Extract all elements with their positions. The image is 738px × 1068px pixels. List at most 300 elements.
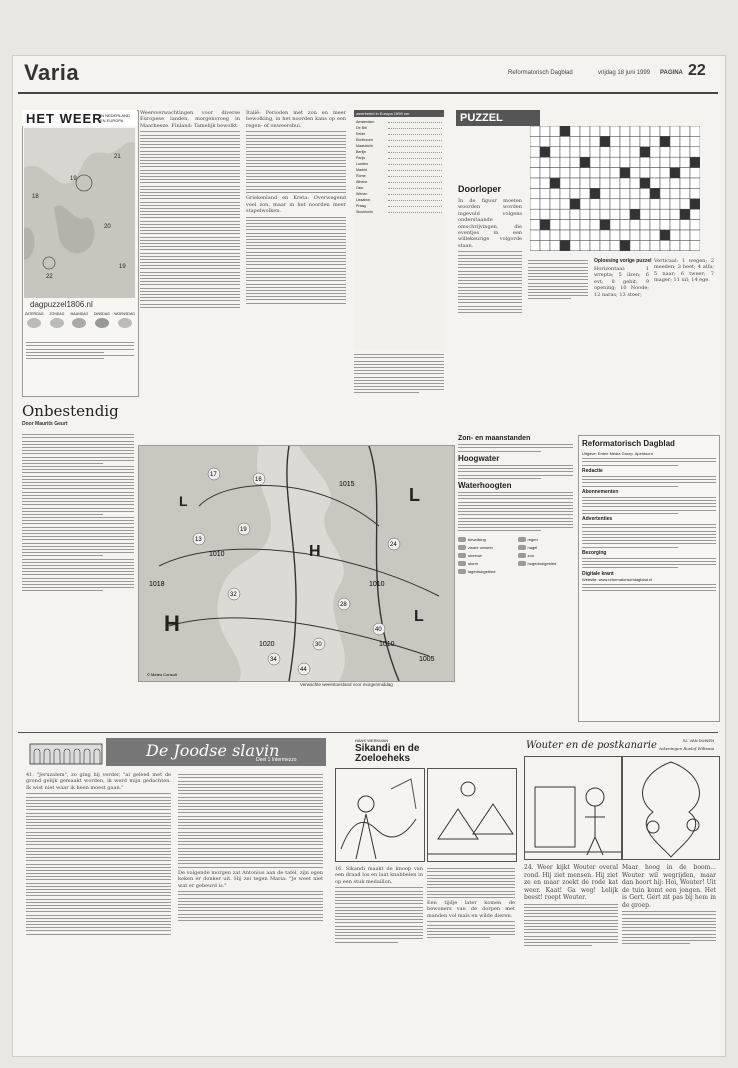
water-levels-title: Waterhoogten (458, 480, 512, 490)
crossword-cell[interactable] (610, 199, 620, 209)
crossword-cell[interactable] (590, 136, 600, 146)
crossword-cell[interactable] (630, 199, 640, 209)
small-map-temp: 20 (104, 224, 111, 230)
crossword-cell[interactable] (620, 199, 630, 209)
crossword-cell[interactable] (560, 220, 570, 230)
weather-banner-text: HET WEER (26, 111, 103, 126)
table-city: Wenen (356, 192, 368, 196)
crossword-block (600, 136, 610, 146)
temp-label: 30 (315, 642, 322, 648)
legend-label: lagedrukgebied (468, 569, 496, 575)
crossword-cell[interactable] (590, 230, 600, 240)
crossword-cell[interactable] (690, 168, 700, 178)
crossword-cell[interactable] (600, 147, 610, 157)
crossword-cell[interactable] (550, 240, 560, 250)
crossword-cell[interactable] (680, 199, 690, 209)
wouter-col-1 (524, 864, 618, 1038)
legend-symbol-icon (518, 561, 526, 566)
crossword-cell[interactable] (530, 240, 540, 250)
crossword-cell[interactable] (530, 147, 540, 157)
weather-column-4 (354, 352, 444, 432)
solution-title: Oplossing vorige puzzel (594, 258, 652, 264)
crossword-cell[interactable] (570, 220, 580, 230)
crossword-cell[interactable] (600, 178, 610, 188)
crossword-cell[interactable] (640, 136, 650, 146)
table-values (388, 191, 442, 195)
crossword-cell[interactable] (540, 157, 550, 167)
temp-label: 19 (240, 527, 247, 533)
comic-panel-svg (428, 769, 516, 861)
crossword-cell[interactable] (550, 188, 560, 198)
crossword-cell[interactable] (690, 178, 700, 188)
legend-item (458, 537, 514, 542)
table-city: Parijs (356, 156, 365, 160)
crossword-cell[interactable] (690, 126, 700, 136)
crossword-cell[interactable] (560, 168, 570, 178)
crossword-cell[interactable] (650, 157, 660, 167)
solution-text-h: Horizontaal: 1 wrepta; 5 ilzen; 6 evt; 8 gebit; 9 opening; 10 Noode; 12 naras; 13 stoer; (594, 266, 649, 298)
colophon-body (579, 458, 719, 591)
crossword-svg[interactable] (530, 126, 700, 251)
crossword-cell[interactable] (580, 168, 590, 178)
pressure-letter: H (164, 611, 180, 636)
crossword-cell[interactable] (660, 188, 670, 198)
crossword-cell[interactable] (690, 220, 700, 230)
puzzle-title: Doorloper (458, 184, 502, 194)
crossword-cell[interactable] (580, 199, 590, 209)
crossword-cell[interactable] (560, 157, 570, 167)
crossword-cell[interactable] (570, 126, 580, 136)
small-map-temp: 19 (119, 264, 126, 270)
forecast-day-label: ZATERDAG (24, 312, 44, 316)
crossword-cell[interactable] (660, 168, 670, 178)
legend-item (518, 545, 574, 550)
crossword-cell[interactable] (570, 157, 580, 167)
crossword-block (590, 188, 600, 198)
small-map-temp: 21 (114, 154, 121, 160)
crossword-cell[interactable] (530, 230, 540, 240)
forecast-day-label: ZONDAG (49, 312, 65, 316)
colophon-subtitle: Uitgave: Erdee Media Groep, Apeldoorn (582, 451, 653, 456)
crossword-cell[interactable] (600, 126, 610, 136)
crossword-cell[interactable] (680, 126, 690, 136)
legend-item (458, 561, 514, 566)
crossword-cell[interactable] (580, 136, 590, 146)
table-city: Praag (356, 204, 366, 208)
crossword-cell[interactable] (570, 240, 580, 250)
map-credit: © Meteo Consult (147, 672, 177, 677)
crossword-cell[interactable] (580, 220, 590, 230)
weather-banner (22, 110, 137, 126)
crossword-cell[interactable] (630, 188, 640, 198)
crossword-cell[interactable] (650, 136, 660, 146)
crossword-cell[interactable] (610, 209, 620, 219)
temp-label: 44 (300, 667, 307, 673)
crossword-cell[interactable] (690, 240, 700, 250)
crossword-cell[interactable] (620, 188, 630, 198)
weather-text: Weersverwachtingen voor diverse Europese landen, morgenvroeg in Maarheeze. Finland: Tamelijk bewolkt. (140, 110, 240, 129)
crossword-cell[interactable] (560, 136, 570, 146)
legend-label: bewolking (468, 537, 486, 543)
weather-legend (458, 537, 573, 574)
crossword-cell[interactable] (590, 199, 600, 209)
crossword-cell[interactable] (530, 168, 540, 178)
pressure-letter: L (414, 608, 424, 625)
legend-item (518, 553, 574, 558)
crossword-cell[interactable] (600, 157, 610, 167)
crossword-cell[interactable] (670, 126, 680, 136)
crossword-block (660, 230, 670, 240)
crossword-cell[interactable] (630, 147, 640, 157)
issue-date: vrijdag 18 juni 1999 (598, 70, 651, 76)
wouter-illustrator: tekeningen Roelof Wiltsma (659, 746, 714, 751)
crossword-cell[interactable] (530, 220, 540, 230)
table-values (388, 197, 442, 201)
isobar-label: 1010 (379, 641, 395, 648)
crossword-cell[interactable] (610, 220, 620, 230)
crossword-cell[interactable] (540, 209, 550, 219)
crossword-cell[interactable] (570, 136, 580, 146)
wouter-text: Maar hoog in de boom... Wouter wil wegrijden, maar dan hoort hij: Hoi, Wouter! Uit de tuin komt een jongen. Het is Gert. Gert zit pas bij hem in de groep. (622, 864, 716, 909)
crossword-cell[interactable] (640, 126, 650, 136)
crossword-cell[interactable] (630, 126, 640, 136)
legend-label: regen (527, 537, 538, 543)
table-rows (354, 117, 444, 217)
crossword-cell[interactable] (660, 199, 670, 209)
crossword-cell[interactable] (530, 178, 540, 188)
table-values (388, 131, 442, 135)
crossword-cell[interactable] (590, 126, 600, 136)
table-values (388, 209, 442, 213)
crossword-cell[interactable] (650, 199, 660, 209)
crossword-cell[interactable] (550, 126, 560, 136)
table-city: Berlijn (356, 150, 366, 154)
crossword-cell[interactable] (620, 126, 630, 136)
crossword-cell[interactable] (580, 147, 590, 157)
legend-label: hagel (527, 545, 538, 551)
crossword-cell[interactable] (580, 240, 590, 250)
crossword-cell[interactable] (630, 220, 640, 230)
crossword-cell[interactable] (670, 230, 680, 240)
crossword-cell[interactable] (650, 178, 660, 188)
crossword-cell[interactable] (550, 157, 560, 167)
crossword-cell[interactable] (660, 209, 670, 219)
colophon-panel (578, 435, 720, 722)
crossword-cell[interactable] (610, 126, 620, 136)
crossword-cell[interactable] (660, 240, 670, 250)
crossword-cell[interactable] (650, 168, 660, 178)
crossword-cell[interactable] (570, 188, 580, 198)
crossword-cell[interactable] (640, 240, 650, 250)
crossword-cell[interactable] (540, 188, 550, 198)
small-map-svg (24, 128, 135, 298)
crossword-cell[interactable] (680, 157, 690, 167)
crossword-cell[interactable] (540, 178, 550, 188)
crossword-cell[interactable] (660, 178, 670, 188)
crossword-cell[interactable] (570, 178, 580, 188)
crossword-cell[interactable] (670, 136, 680, 146)
comic-panel-svg (623, 757, 719, 859)
pressure-letter: L (179, 493, 188, 509)
crossword-cell[interactable] (660, 157, 670, 167)
crossword-cell[interactable] (540, 199, 550, 209)
isobar-label: 1010 (209, 551, 225, 558)
wouter-text: 24. Weer kijkt Wouter overal rond. Hij ziet mensen. Hij ziet ze en maar zoekt de rode kat weer. Kaat! Ga weg! Lelijk beest! roept Wouter. (524, 864, 618, 901)
crossword-cell[interactable] (580, 188, 590, 198)
table-values (388, 161, 442, 165)
crossword-cell[interactable] (610, 157, 620, 167)
crossword-cell[interactable] (560, 199, 570, 209)
pressure-letter: L (409, 485, 420, 505)
crossword-cell[interactable] (600, 188, 610, 198)
legend-label: hogedrukgebied (527, 561, 557, 567)
crossword-block (620, 168, 630, 178)
crossword-cell[interactable] (680, 240, 690, 250)
crossword-cell[interactable] (540, 240, 550, 250)
crossword-cell[interactable] (650, 209, 660, 219)
crossword-cell[interactable] (550, 230, 560, 240)
crossword-cell[interactable] (600, 199, 610, 209)
table-city: Eelde (356, 132, 366, 136)
crossword-grid[interactable] (530, 126, 700, 251)
legend-symbol-icon (458, 545, 466, 550)
crossword-cell[interactable] (610, 188, 620, 198)
crossword-cell[interactable] (560, 147, 570, 157)
crossword-cell[interactable] (550, 168, 560, 178)
crossword-cell[interactable] (540, 168, 550, 178)
crossword-cell[interactable] (570, 209, 580, 219)
crossword-cell[interactable] (610, 240, 620, 250)
isobar-label: 1015 (339, 481, 355, 488)
sikandi-col-2 (427, 866, 515, 1036)
crossword-cell[interactable] (670, 147, 680, 157)
crossword-cell[interactable] (620, 230, 630, 240)
forecast-day-label: MAANDAG (70, 312, 89, 316)
crossword-cell[interactable] (540, 230, 550, 240)
crossword-cell[interactable] (570, 147, 580, 157)
crossword-cell[interactable] (650, 240, 660, 250)
crossword-cell[interactable] (610, 136, 620, 146)
crossword-cell[interactable] (660, 126, 670, 136)
crossword-cell[interactable] (690, 209, 700, 219)
crossword-cell[interactable] (600, 230, 610, 240)
crossword-cell[interactable] (630, 136, 640, 146)
table-city: Rome (356, 174, 366, 178)
sun-cloud-icon (50, 318, 64, 328)
sikandi-strip (335, 738, 515, 1038)
wouter-title: Wouter en de postkanarie (526, 740, 657, 751)
crossword-cell[interactable] (670, 220, 680, 230)
forecast-day (24, 312, 45, 330)
crossword-cell[interactable] (530, 157, 540, 167)
table-values (388, 137, 442, 141)
crossword-cell[interactable] (630, 168, 640, 178)
crossword-cell[interactable] (640, 188, 650, 198)
crossword-cell[interactable] (530, 199, 540, 209)
crossword-cell[interactable] (660, 220, 670, 230)
crossword-cell[interactable] (580, 209, 590, 219)
crossword-cell[interactable] (690, 230, 700, 240)
crossword-cell[interactable] (590, 168, 600, 178)
crossword-cell[interactable] (640, 230, 650, 240)
crossword-cell[interactable] (550, 209, 560, 219)
crossword-cell[interactable] (610, 178, 620, 188)
weather-byline: Door Maurits Geurt (22, 421, 68, 427)
wouter-author: SJ. VAN DUINEN (682, 738, 714, 743)
temp-label: 13 (195, 537, 202, 543)
temp-label: 34 (270, 657, 277, 663)
crossword-cell[interactable] (690, 147, 700, 157)
crossword-cell[interactable] (530, 209, 540, 219)
crossword-cell[interactable] (650, 147, 660, 157)
crossword-cell[interactable] (640, 220, 650, 230)
crossword-cell[interactable] (650, 126, 660, 136)
crossword-cell[interactable] (590, 209, 600, 219)
weather-headline: Onbestendig (22, 402, 119, 420)
crossword-cell[interactable] (640, 199, 650, 209)
table-title: weerbeeld in Europa 1999 om (354, 110, 444, 117)
crossword-block (600, 220, 610, 230)
sun-moon-title: Zon- en maanstanden (458, 435, 531, 442)
wouter-strip (524, 738, 718, 1038)
crossword-cell[interactable] (590, 178, 600, 188)
crossword-cell[interactable] (680, 147, 690, 157)
small-weather-map (24, 128, 135, 298)
crossword-cell[interactable] (640, 157, 650, 167)
crossword-cell[interactable] (530, 126, 540, 136)
crossword-cell[interactable] (590, 220, 600, 230)
weather-url[interactable]: dagpuzzel1806.nl (30, 300, 93, 309)
table-values (388, 155, 442, 159)
crossword-cell[interactable] (640, 209, 650, 219)
colosseum-icon (26, 738, 106, 766)
solution-text-v: Verticaal: 1 wegen; 2 meeden; 3 heet; 4 alfa; 5 naar; 6 tweer; 7 mager; 11 uil; 14 ege. (654, 258, 714, 284)
legend-symbol-icon (458, 561, 466, 566)
crossword-cell[interactable] (650, 220, 660, 230)
crossword-cell[interactable] (680, 230, 690, 240)
crossword-cell[interactable] (660, 147, 670, 157)
crossword-cell[interactable] (530, 188, 540, 198)
legend-item (458, 553, 514, 558)
crossword-cell[interactable] (540, 126, 550, 136)
forecast-day-label: DINSDAG (93, 312, 110, 316)
crossword-cell[interactable] (550, 220, 560, 230)
crossword-cell[interactable] (580, 230, 590, 240)
crossword-cell[interactable] (600, 209, 610, 219)
slavin-text: 41. "Jeruzalem", zo ging hij verder, "al geleed met de grond gelijk gemaakt worden, ik werd mijn gedachten. Ik wist niet waar ik heen moest gaan." (26, 772, 171, 791)
crossword-cell[interactable] (680, 178, 690, 188)
crossword-cell[interactable] (550, 136, 560, 146)
crossword-cell[interactable] (590, 157, 600, 167)
crossword-cell[interactable] (610, 168, 620, 178)
isobar-label: 1010 (369, 581, 385, 588)
crossword-cell[interactable] (560, 188, 570, 198)
crossword-cell[interactable] (680, 188, 690, 198)
sikandi-text: Een tijdje later komen de bewoners van de dorpen met manden vol maïs en wilde dieren. (427, 900, 515, 919)
crossword-cell[interactable] (620, 136, 630, 146)
crossword-cell[interactable] (560, 209, 570, 219)
crossword-cell[interactable] (600, 168, 610, 178)
crossword-cell[interactable] (650, 230, 660, 240)
crossword-cell[interactable] (630, 178, 640, 188)
crossword-cell[interactable] (670, 178, 680, 188)
comic-panel-svg (336, 769, 424, 861)
table-city: Oslo (356, 186, 364, 190)
forecast-day (47, 312, 68, 330)
crossword-cell[interactable] (690, 136, 700, 146)
crossword-cell[interactable] (540, 136, 550, 146)
crossword-cell[interactable] (670, 199, 680, 209)
crossword-cell[interactable] (530, 136, 540, 146)
forecast-days-row (24, 312, 135, 330)
colophon-website[interactable]: Website: www.reformatorischdagblad.nl (582, 576, 653, 582)
slavin-text: De volgende morgen zat Antonius aan de tafel, zijn ogen keken er donker uit. Hij zei tegen Maria: "Je weet niet wat er gebeurd is." (178, 869, 323, 889)
legend-label: storm (468, 561, 478, 567)
crossword-cell[interactable] (560, 178, 570, 188)
crossword-cell[interactable] (550, 147, 560, 157)
crossword-cell[interactable] (630, 157, 640, 167)
crossword-cell[interactable] (560, 230, 570, 240)
crossword-cell[interactable] (670, 188, 680, 198)
table-city: Stockholm (356, 210, 373, 214)
crossword-cell[interactable] (630, 230, 640, 240)
crossword-cell[interactable] (620, 209, 630, 219)
slavin-column-2 (178, 772, 323, 1042)
crossword-cell[interactable] (580, 126, 590, 136)
crossword-cell[interactable] (670, 240, 680, 250)
crossword-cell[interactable] (570, 168, 580, 178)
colophon-section: Advertenties (582, 516, 613, 522)
crossword-cell[interactable] (670, 209, 680, 219)
crossword-cell[interactable] (620, 147, 630, 157)
crossword-cell[interactable] (610, 147, 620, 157)
table-values (388, 125, 442, 129)
crossword-cell[interactable] (620, 178, 630, 188)
table-city: Madrid (356, 168, 367, 172)
crossword-cell[interactable] (570, 230, 580, 240)
table-values (388, 185, 442, 189)
crossword-cell[interactable] (690, 188, 700, 198)
crossword-cell[interactable] (590, 240, 600, 250)
legend-item (518, 537, 574, 542)
forecast-values (26, 340, 134, 361)
crossword-block (630, 209, 640, 219)
crossword-cell[interactable] (600, 240, 610, 250)
crossword-cell[interactable] (670, 157, 680, 167)
temp-label: 16 (255, 477, 262, 483)
sun-water-panel (458, 435, 573, 720)
crossword-cell[interactable] (640, 168, 650, 178)
solution-text-2 (654, 258, 714, 358)
crossword-cell[interactable] (610, 230, 620, 240)
crossword-block (640, 147, 650, 157)
big-weather-map (138, 445, 455, 682)
temp-label: 28 (340, 602, 347, 608)
wouter-col-2 (622, 864, 716, 1038)
colophon-digital: Digitale krant (582, 570, 614, 577)
legend-symbol-icon (458, 553, 466, 558)
crossword-cell[interactable] (550, 199, 560, 209)
crossword-cell[interactable] (620, 220, 630, 230)
crossword-cell[interactable] (680, 136, 690, 146)
crossword-cell[interactable] (630, 240, 640, 250)
crossword-cell[interactable] (580, 178, 590, 188)
crossword-cell[interactable] (590, 147, 600, 157)
temp-label: 17 (210, 472, 217, 478)
crossword-cell[interactable] (620, 157, 630, 167)
crossword-cell[interactable] (680, 220, 690, 230)
crossword-cell[interactable] (680, 168, 690, 178)
